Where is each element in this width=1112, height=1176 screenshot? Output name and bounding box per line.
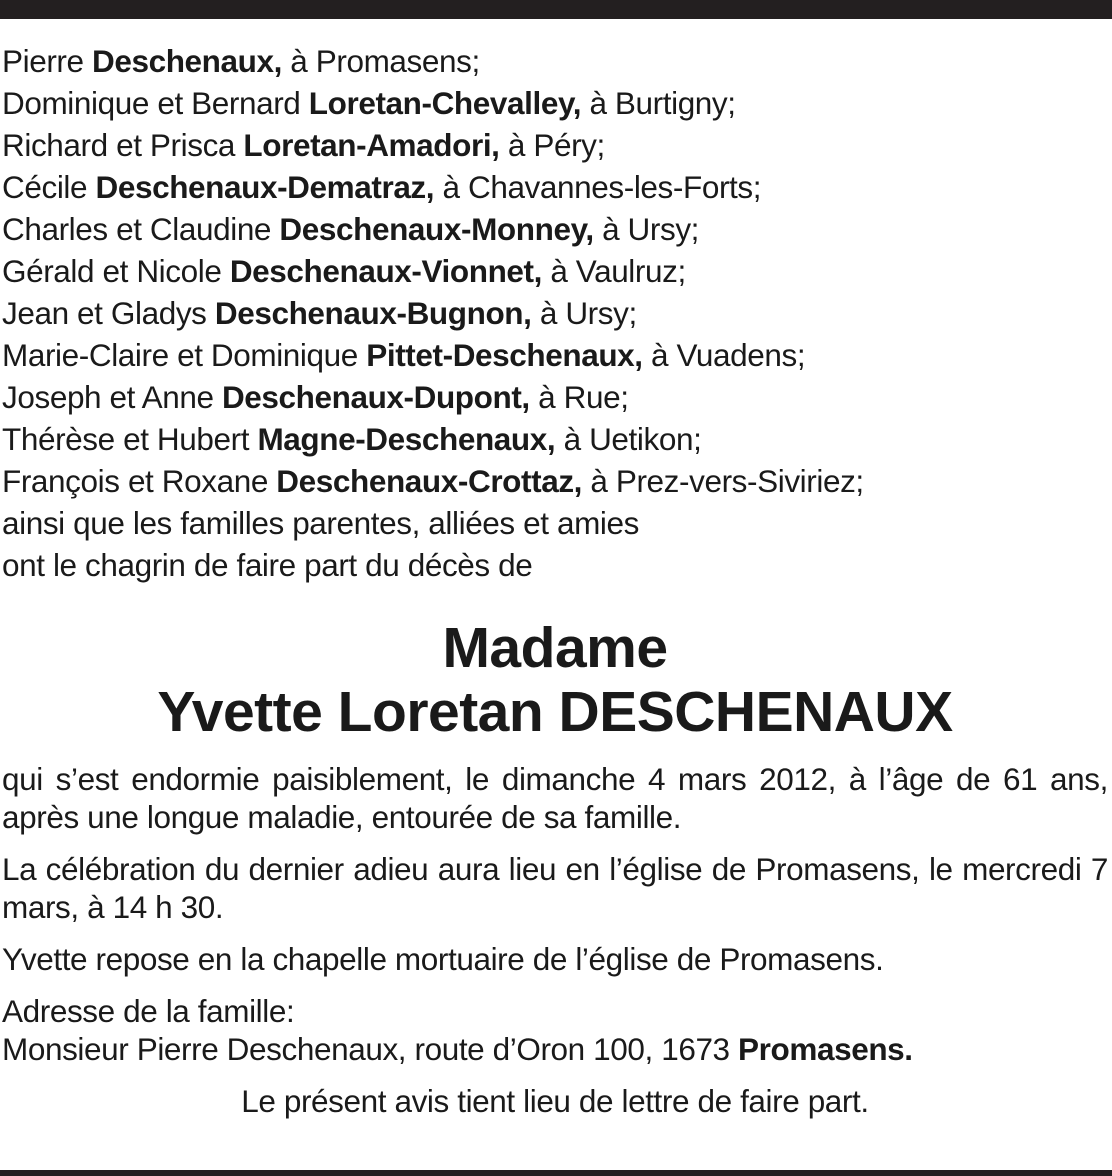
family-entry: Dominique et Bernard Loretan-Chevalley, à Burtigny; xyxy=(2,85,736,121)
closing-note: Le présent avis tient lieu de lettre de faire part. xyxy=(241,1083,869,1119)
bottom-rule xyxy=(0,1170,1112,1176)
family-entry: Marie-Claire et Dominique Pittet-Deschenaux, à Vuadens; xyxy=(2,337,806,373)
family-entry: Richard et Prisca Loretan-Amadori, à Péry; xyxy=(2,127,605,163)
family-entry: Charles et Claudine Deschenaux-Monney, à Ursy; xyxy=(2,211,700,247)
family-entry: Thérèse et Hubert Magne-Deschenaux, à Uetikon; xyxy=(2,421,702,457)
death-paragraph: qui s’est endormie paisiblement, le dimanche 4 mars 2012, à l’âge de 61 ans, après une longue maladie, entourée de sa famille. xyxy=(2,761,1108,835)
obituary-notice xyxy=(2,40,1108,1120)
family-entry: Jean et Gladys Deschenaux-Bugnon, à Ursy; xyxy=(2,295,637,331)
address-city: Promasens. xyxy=(738,1031,913,1067)
family-entry: Pierre Deschenaux, à Promasens; xyxy=(2,43,480,79)
rest-paragraph: Yvette repose en la chapelle mortuaire de l’église de Promasens. xyxy=(2,941,884,977)
address-label: Adresse de la famille: xyxy=(2,993,295,1029)
deceased-name: Yvette Loretan DESCHENAUX xyxy=(157,680,953,744)
intro-line: ont le chagrin de faire part du décès de xyxy=(2,547,533,583)
family-entry: Gérald et Nicole Deschenaux-Vionnet, à Vaulruz; xyxy=(2,253,686,289)
family-list xyxy=(2,40,1108,502)
family-entry: Cécile Deschenaux-Dematraz, à Chavannes-les-Forts; xyxy=(2,169,762,205)
ceremony-paragraph: La célébration du dernier adieu aura lieu en l’église de Promasens, le mercredi 7 mars, à 14 h 30. xyxy=(2,851,1108,925)
address-line: Monsieur Pierre Deschenaux, route d’Oron 100, 1673 Promasens. xyxy=(2,1031,913,1067)
family-entry: Joseph et Anne Deschenaux-Dupont, à Rue; xyxy=(2,379,629,415)
top-rule xyxy=(0,0,1112,19)
family-entry: François et Roxane Deschenaux-Crottaz, à Prez-vers-Siviriez; xyxy=(2,463,864,499)
intro-line: ainsi que les familles parentes, alliées et amies xyxy=(2,505,639,541)
deceased-name-block xyxy=(2,616,1108,744)
deceased-title: Madame xyxy=(442,616,668,680)
family-address xyxy=(2,992,1108,1068)
